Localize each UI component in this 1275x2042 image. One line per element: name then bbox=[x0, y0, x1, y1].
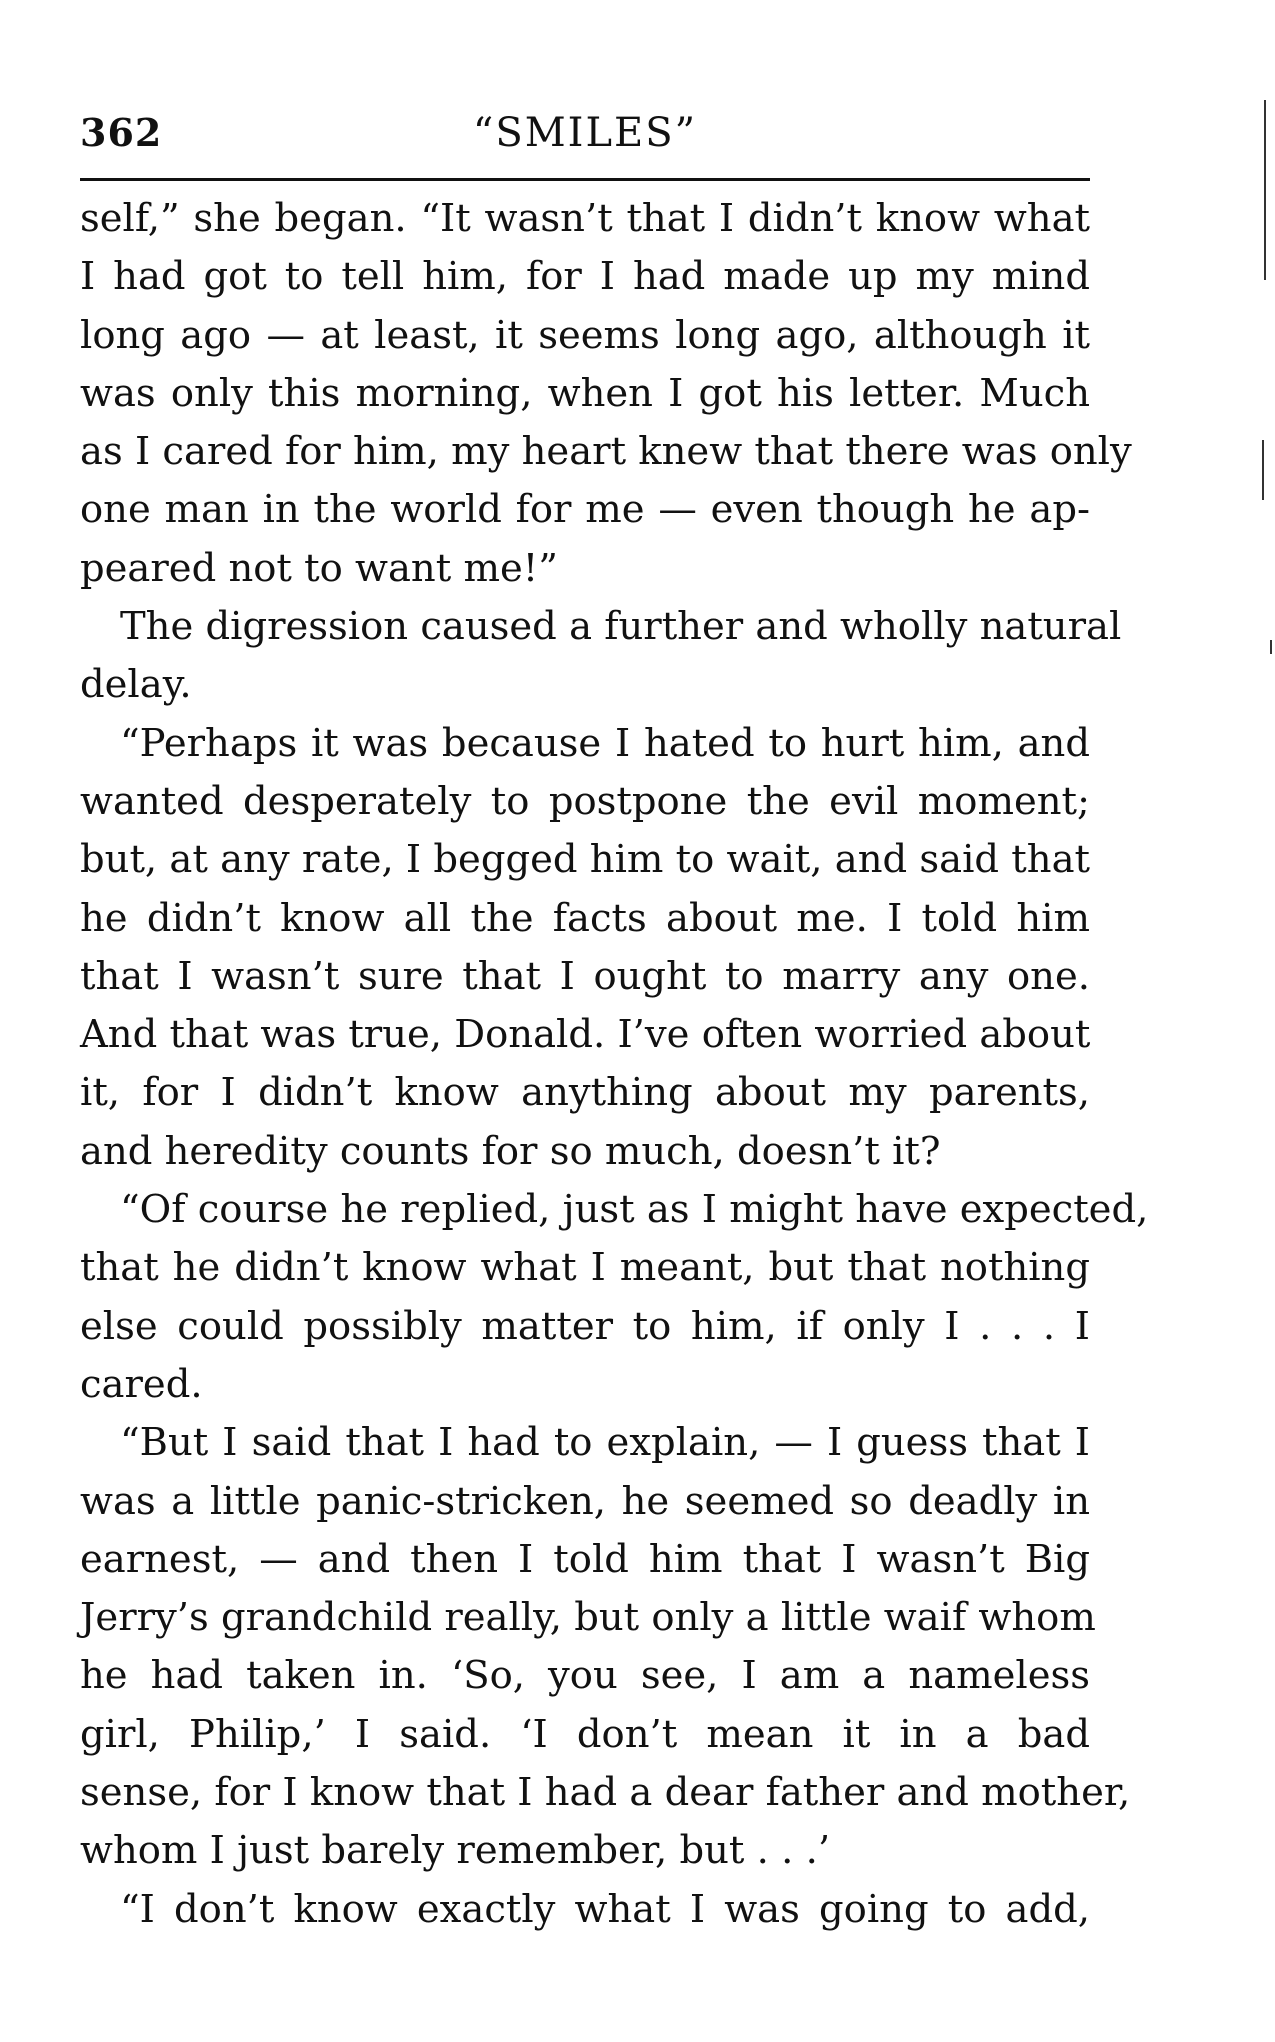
text-line: it, for I didn’t know anything about my parents, bbox=[80, 1070, 1090, 1116]
text-line: he had taken in. ‘So, you see, I am a nameless bbox=[80, 1653, 1090, 1699]
text-line: but, at any rate, I begged him to wait, and said that bbox=[80, 837, 1090, 883]
text-line: long ago — at least, it seems long ago, although it bbox=[80, 312, 1090, 358]
text-line: he didn’t know all the facts about me. I told him bbox=[80, 895, 1090, 941]
text-line: earnest, — and then I told him that I wasn’t Big bbox=[80, 1536, 1090, 1582]
scan-edge-mark bbox=[1262, 440, 1264, 500]
header-rule bbox=[80, 178, 1090, 181]
text-line: self,” she began. “It wasn’t that I didn’t know what bbox=[80, 196, 1090, 241]
text-line: “Perhaps it was because I hated to hurt him, and bbox=[120, 720, 1090, 766]
text-line: as I cared for him, my heart knew that there was only bbox=[80, 429, 1132, 475]
text-line: delay. bbox=[80, 662, 192, 708]
text-line: Jerry’s grandchild really, but only a little waif whom bbox=[80, 1595, 1096, 1641]
text-line: whom I just barely remember, but . . .’ bbox=[80, 1828, 831, 1874]
text-line: that he didn’t know what I meant, but that nothing bbox=[80, 1245, 1090, 1291]
text-line: peared not to want me!” bbox=[80, 545, 558, 591]
text-line: was a little panic-stricken, he seemed so deadly in bbox=[80, 1478, 1090, 1524]
scan-edge-mark bbox=[1264, 100, 1266, 280]
text-line: sense, for I know that I had a dear father and mother, bbox=[80, 1770, 1131, 1816]
text-line: wanted desperately to postpone the evil moment; bbox=[80, 778, 1090, 824]
text-line: “I don’t know exactly what I was going to add, bbox=[120, 1886, 1090, 1932]
text-line: else could possibly matter to him, if only I . . . I bbox=[80, 1303, 1090, 1349]
text-line: And that was true, Donald. I’ve often worried about bbox=[80, 1012, 1091, 1058]
text-line: “Of course he replied, just as I might have expected, bbox=[120, 1187, 1149, 1233]
text-line: and heredity counts for so much, doesn’t it? bbox=[80, 1128, 941, 1174]
body-text bbox=[80, 190, 1149, 1939]
book-page bbox=[80, 100, 1149, 1932]
text-line: girl, Philip,’ I said. ‘I don’t mean it in a bad bbox=[80, 1711, 1090, 1757]
page-number: 362 bbox=[80, 110, 163, 155]
scan-edge-mark bbox=[1270, 640, 1272, 654]
running-title: “SMILES” bbox=[472, 110, 698, 156]
text-line: was only this morning, when I got his letter. Much bbox=[80, 370, 1090, 416]
text-line: that I wasn’t sure that I ought to marry any one. bbox=[80, 953, 1090, 999]
page-header bbox=[80, 100, 1090, 160]
text-line: cared. bbox=[80, 1361, 203, 1407]
text-line: “But I said that I had to explain, — I guess that I bbox=[120, 1420, 1090, 1466]
text-line: one man in the world for me — even though he ap- bbox=[80, 487, 1090, 533]
text-line: The digression caused a further and wholly natural bbox=[120, 604, 1122, 650]
text-line: I had got to tell him, for I had made up my mind bbox=[80, 254, 1090, 300]
